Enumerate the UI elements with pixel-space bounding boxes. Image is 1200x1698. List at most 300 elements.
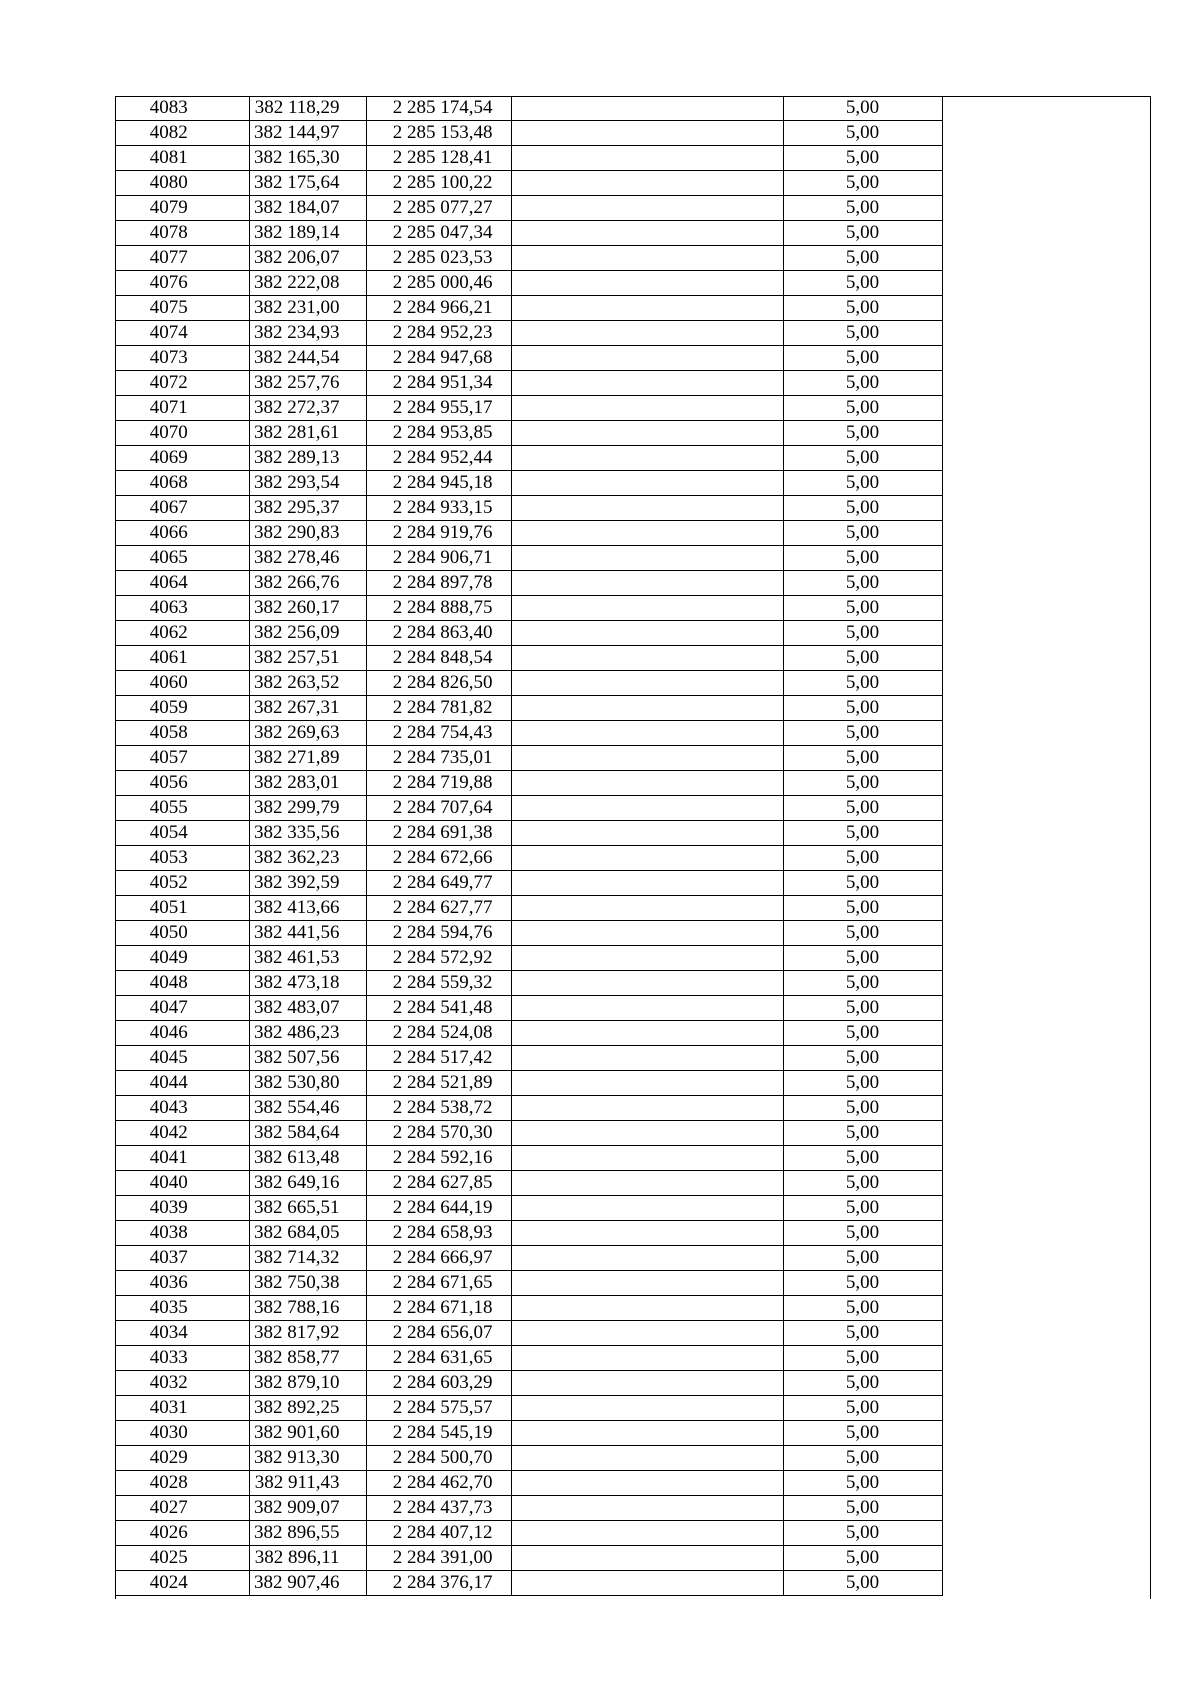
- empty-cell: [511, 721, 783, 746]
- x-coordinate-cell: 382 554,46: [249, 1096, 366, 1121]
- empty-cell: [942, 546, 1149, 571]
- empty-cell: [511, 1221, 783, 1246]
- value-cell: 5,00: [783, 1496, 942, 1521]
- empty-cell: [942, 171, 1149, 196]
- table-row: [115, 671, 1149, 696]
- value-cell: 5,00: [783, 1471, 942, 1496]
- empty-cell: [511, 321, 783, 346]
- value-cell: 5,00: [783, 896, 942, 921]
- point-number-cell: 4054: [115, 821, 249, 846]
- empty-cell: [942, 871, 1149, 896]
- y-coordinate-cell: 2 284 521,89: [366, 1071, 511, 1096]
- x-coordinate-cell: 382 896,11: [249, 1546, 366, 1571]
- x-coordinate-cell: 382 283,01: [249, 771, 366, 796]
- empty-cell: [942, 1471, 1149, 1496]
- y-coordinate-cell: 2 284 462,70: [366, 1471, 511, 1496]
- y-coordinate-cell: 2 284 627,85: [366, 1171, 511, 1196]
- y-coordinate-cell: 2 284 545,19: [366, 1421, 511, 1446]
- y-coordinate-cell: 2 284 897,78: [366, 571, 511, 596]
- table-row: [115, 1246, 1149, 1271]
- table-row: [115, 1071, 1149, 1096]
- point-number-cell: 4077: [115, 246, 249, 271]
- x-coordinate-cell: 382 911,43: [249, 1471, 366, 1496]
- table-row: [115, 596, 1149, 621]
- value-cell: 5,00: [783, 621, 942, 646]
- table-row: [115, 921, 1149, 946]
- value-cell: 5,00: [783, 246, 942, 271]
- table-row: [115, 1471, 1149, 1496]
- x-coordinate-cell: 382 278,46: [249, 546, 366, 571]
- value-cell: 5,00: [783, 1521, 942, 1546]
- table-row: [115, 571, 1149, 596]
- empty-cell: [511, 221, 783, 246]
- coordinates-table-body: [115, 96, 1149, 1596]
- table-row: [115, 346, 1149, 371]
- empty-cell: [511, 1246, 783, 1271]
- point-number-cell: 4051: [115, 896, 249, 921]
- empty-cell: [942, 746, 1149, 771]
- point-number-cell: 4066: [115, 521, 249, 546]
- empty-cell: [511, 796, 783, 821]
- empty-cell: [942, 346, 1149, 371]
- empty-cell: [511, 1446, 783, 1471]
- value-cell: 5,00: [783, 446, 942, 471]
- empty-cell: [942, 1346, 1149, 1371]
- y-coordinate-cell: 2 284 955,17: [366, 396, 511, 421]
- x-coordinate-cell: 382 507,56: [249, 1046, 366, 1071]
- point-number-cell: 4073: [115, 346, 249, 371]
- empty-cell: [942, 271, 1149, 296]
- x-coordinate-cell: 382 290,83: [249, 521, 366, 546]
- y-coordinate-cell: 2 284 517,42: [366, 1046, 511, 1071]
- empty-cell: [511, 746, 783, 771]
- empty-cell: [511, 596, 783, 621]
- point-number-cell: 4053: [115, 846, 249, 871]
- y-coordinate-cell: 2 284 524,08: [366, 1021, 511, 1046]
- x-coordinate-cell: 382 483,07: [249, 996, 366, 1021]
- y-coordinate-cell: 2 284 966,21: [366, 296, 511, 321]
- value-cell: 5,00: [783, 1071, 942, 1096]
- empty-cell: [942, 771, 1149, 796]
- value-cell: 5,00: [783, 1371, 942, 1396]
- y-coordinate-cell: 2 285 000,46: [366, 271, 511, 296]
- empty-cell: [511, 1171, 783, 1196]
- y-coordinate-cell: 2 284 945,18: [366, 471, 511, 496]
- y-coordinate-cell: 2 285 077,27: [366, 196, 511, 221]
- x-coordinate-cell: 382 665,51: [249, 1196, 366, 1221]
- point-number-cell: 4035: [115, 1296, 249, 1321]
- x-coordinate-cell: 382 909,07: [249, 1496, 366, 1521]
- point-number-cell: 4048: [115, 971, 249, 996]
- x-coordinate-cell: 382 714,32: [249, 1246, 366, 1271]
- value-cell: 5,00: [783, 1346, 942, 1371]
- point-number-cell: 4034: [115, 1321, 249, 1346]
- point-number-cell: 4083: [115, 96, 249, 121]
- value-cell: 5,00: [783, 996, 942, 1021]
- point-number-cell: 4075: [115, 296, 249, 321]
- empty-cell: [511, 621, 783, 646]
- value-cell: 5,00: [783, 1021, 942, 1046]
- value-cell: 5,00: [783, 96, 942, 121]
- empty-cell: [942, 596, 1149, 621]
- y-coordinate-cell: 2 284 826,50: [366, 671, 511, 696]
- point-number-cell: 4038: [115, 1221, 249, 1246]
- empty-cell: [511, 521, 783, 546]
- x-coordinate-cell: 382 441,56: [249, 921, 366, 946]
- point-number-cell: 4029: [115, 1446, 249, 1471]
- table-row: [115, 621, 1149, 646]
- value-cell: 5,00: [783, 521, 942, 546]
- empty-cell: [511, 1021, 783, 1046]
- empty-cell: [511, 246, 783, 271]
- table-row: [115, 1221, 1149, 1246]
- y-coordinate-cell: 2 285 023,53: [366, 246, 511, 271]
- table-row: [115, 296, 1149, 321]
- empty-cell: [511, 171, 783, 196]
- table-row: [115, 196, 1149, 221]
- empty-cell: [511, 1196, 783, 1221]
- empty-cell: [511, 1296, 783, 1321]
- table-row: [115, 421, 1149, 446]
- empty-cell: [511, 446, 783, 471]
- value-cell: 5,00: [783, 1396, 942, 1421]
- table-row: [115, 1571, 1149, 1596]
- y-coordinate-cell: 2 284 666,97: [366, 1246, 511, 1271]
- empty-cell: [942, 1071, 1149, 1096]
- x-coordinate-cell: 382 684,05: [249, 1221, 366, 1246]
- x-coordinate-cell: 382 267,31: [249, 696, 366, 721]
- table-row: [115, 496, 1149, 521]
- y-coordinate-cell: 2 284 707,64: [366, 796, 511, 821]
- x-coordinate-cell: 382 901,60: [249, 1421, 366, 1446]
- point-number-cell: 4082: [115, 121, 249, 146]
- x-coordinate-cell: 382 413,66: [249, 896, 366, 921]
- x-coordinate-cell: 382 392,59: [249, 871, 366, 896]
- point-number-cell: 4043: [115, 1096, 249, 1121]
- empty-cell: [942, 246, 1149, 271]
- x-coordinate-cell: 382 244,54: [249, 346, 366, 371]
- x-coordinate-cell: 382 257,51: [249, 646, 366, 671]
- x-coordinate-cell: 382 362,23: [249, 846, 366, 871]
- empty-cell: [511, 946, 783, 971]
- point-number-cell: 4036: [115, 1271, 249, 1296]
- value-cell: 5,00: [783, 171, 942, 196]
- x-coordinate-cell: 382 118,29: [249, 96, 366, 121]
- empty-cell: [511, 146, 783, 171]
- empty-cell: [942, 1246, 1149, 1271]
- empty-cell: [942, 1571, 1149, 1596]
- empty-cell: [942, 121, 1149, 146]
- point-number-cell: 4065: [115, 546, 249, 571]
- x-coordinate-cell: 382 879,10: [249, 1371, 366, 1396]
- empty-cell: [511, 1146, 783, 1171]
- point-number-cell: 4030: [115, 1421, 249, 1446]
- value-cell: 5,00: [783, 371, 942, 396]
- value-cell: 5,00: [783, 346, 942, 371]
- y-coordinate-cell: 2 284 781,82: [366, 696, 511, 721]
- table-row: [115, 321, 1149, 346]
- value-cell: 5,00: [783, 921, 942, 946]
- point-number-cell: 4046: [115, 1021, 249, 1046]
- point-number-cell: 4052: [115, 871, 249, 896]
- empty-cell: [511, 346, 783, 371]
- y-coordinate-cell: 2 284 594,76: [366, 921, 511, 946]
- empty-cell: [942, 721, 1149, 746]
- table-row: [115, 896, 1149, 921]
- x-coordinate-cell: 382 234,93: [249, 321, 366, 346]
- empty-cell: [511, 496, 783, 521]
- point-number-cell: 4039: [115, 1196, 249, 1221]
- y-coordinate-cell: 2 284 627,77: [366, 896, 511, 921]
- value-cell: 5,00: [783, 221, 942, 246]
- table-row: [115, 1321, 1149, 1346]
- value-cell: 5,00: [783, 1546, 942, 1571]
- point-number-cell: 4056: [115, 771, 249, 796]
- empty-cell: [942, 646, 1149, 671]
- point-number-cell: 4025: [115, 1546, 249, 1571]
- empty-cell: [942, 1096, 1149, 1121]
- empty-cell: [511, 1071, 783, 1096]
- empty-cell: [942, 921, 1149, 946]
- y-coordinate-cell: 2 285 100,22: [366, 171, 511, 196]
- x-coordinate-cell: 382 184,07: [249, 196, 366, 221]
- y-coordinate-cell: 2 285 128,41: [366, 146, 511, 171]
- table-row: [115, 146, 1149, 171]
- empty-cell: [511, 996, 783, 1021]
- value-cell: 5,00: [783, 696, 942, 721]
- empty-cell: [511, 1096, 783, 1121]
- y-coordinate-cell: 2 284 572,92: [366, 946, 511, 971]
- empty-cell: [511, 371, 783, 396]
- point-number-cell: 4045: [115, 1046, 249, 1071]
- empty-cell: [511, 1371, 783, 1396]
- x-coordinate-cell: 382 206,07: [249, 246, 366, 271]
- y-coordinate-cell: 2 284 541,48: [366, 996, 511, 1021]
- point-number-cell: 4074: [115, 321, 249, 346]
- x-coordinate-cell: 382 613,48: [249, 1146, 366, 1171]
- empty-cell: [942, 1521, 1149, 1546]
- empty-cell: [511, 271, 783, 296]
- empty-cell: [511, 1046, 783, 1071]
- point-number-cell: 4037: [115, 1246, 249, 1271]
- x-coordinate-cell: 382 530,80: [249, 1071, 366, 1096]
- y-coordinate-cell: 2 284 559,32: [366, 971, 511, 996]
- empty-cell: [511, 1421, 783, 1446]
- empty-cell: [942, 1171, 1149, 1196]
- empty-cell: [511, 846, 783, 871]
- empty-cell: [942, 1121, 1149, 1146]
- x-coordinate-cell: 382 461,53: [249, 946, 366, 971]
- empty-cell: [942, 296, 1149, 321]
- y-coordinate-cell: 2 284 933,15: [366, 496, 511, 521]
- table-row: [115, 1371, 1149, 1396]
- y-coordinate-cell: 2 284 919,76: [366, 521, 511, 546]
- empty-cell: [942, 1321, 1149, 1346]
- empty-cell: [942, 1496, 1149, 1521]
- y-coordinate-cell: 2 284 603,29: [366, 1371, 511, 1396]
- empty-cell: [942, 946, 1149, 971]
- value-cell: 5,00: [783, 1196, 942, 1221]
- value-cell: 5,00: [783, 1571, 942, 1596]
- empty-cell: [942, 1446, 1149, 1471]
- table-row: [115, 1271, 1149, 1296]
- table-row: [115, 696, 1149, 721]
- table-row: [115, 946, 1149, 971]
- table-row: [115, 846, 1149, 871]
- value-cell: 5,00: [783, 1046, 942, 1071]
- x-coordinate-cell: 382 144,97: [249, 121, 366, 146]
- empty-cell: [511, 696, 783, 721]
- table-row: [115, 396, 1149, 421]
- value-cell: 5,00: [783, 721, 942, 746]
- y-coordinate-cell: 2 284 735,01: [366, 746, 511, 771]
- table-row: [115, 771, 1149, 796]
- empty-cell: [942, 1196, 1149, 1221]
- table-row: [115, 1421, 1149, 1446]
- x-coordinate-cell: 382 222,08: [249, 271, 366, 296]
- empty-cell: [511, 671, 783, 696]
- point-number-cell: 4024: [115, 1571, 249, 1596]
- point-number-cell: 4081: [115, 146, 249, 171]
- empty-cell: [942, 1396, 1149, 1421]
- value-cell: 5,00: [783, 1221, 942, 1246]
- empty-cell: [942, 196, 1149, 221]
- x-coordinate-cell: 382 281,61: [249, 421, 366, 446]
- empty-cell: [511, 871, 783, 896]
- x-coordinate-cell: 382 260,17: [249, 596, 366, 621]
- value-cell: 5,00: [783, 296, 942, 321]
- y-coordinate-cell: 2 284 376,17: [366, 1571, 511, 1596]
- value-cell: 5,00: [783, 146, 942, 171]
- table-row: [115, 1146, 1149, 1171]
- empty-cell: [942, 1271, 1149, 1296]
- x-coordinate-cell: 382 175,64: [249, 171, 366, 196]
- value-cell: 5,00: [783, 746, 942, 771]
- table-row: [115, 121, 1149, 146]
- x-coordinate-cell: 382 896,55: [249, 1521, 366, 1546]
- value-cell: 5,00: [783, 646, 942, 671]
- empty-cell: [511, 821, 783, 846]
- value-cell: 5,00: [783, 271, 942, 296]
- empty-cell: [511, 396, 783, 421]
- point-number-cell: 4044: [115, 1071, 249, 1096]
- empty-cell: [942, 621, 1149, 646]
- table-row: [115, 871, 1149, 896]
- y-coordinate-cell: 2 284 570,30: [366, 1121, 511, 1146]
- empty-cell: [942, 146, 1149, 171]
- x-coordinate-cell: 382 272,37: [249, 396, 366, 421]
- value-cell: 5,00: [783, 596, 942, 621]
- empty-cell: [942, 96, 1149, 121]
- table-row: [115, 1046, 1149, 1071]
- table-row: [115, 1171, 1149, 1196]
- point-number-cell: 4070: [115, 421, 249, 446]
- value-cell: 5,00: [783, 946, 942, 971]
- table-row: [115, 971, 1149, 996]
- empty-cell: [942, 796, 1149, 821]
- table-row: [115, 746, 1149, 771]
- value-cell: 5,00: [783, 971, 942, 996]
- empty-cell: [511, 196, 783, 221]
- empty-cell: [942, 1371, 1149, 1396]
- point-number-cell: 4061: [115, 646, 249, 671]
- y-coordinate-cell: 2 285 174,54: [366, 96, 511, 121]
- empty-cell: [942, 696, 1149, 721]
- value-cell: 5,00: [783, 821, 942, 846]
- x-coordinate-cell: 382 257,76: [249, 371, 366, 396]
- point-number-cell: 4063: [115, 596, 249, 621]
- empty-cell: [942, 571, 1149, 596]
- value-cell: 5,00: [783, 1171, 942, 1196]
- y-coordinate-cell: 2 284 575,57: [366, 1396, 511, 1421]
- x-coordinate-cell: 382 335,56: [249, 821, 366, 846]
- empty-cell: [511, 571, 783, 596]
- point-number-cell: 4079: [115, 196, 249, 221]
- empty-cell: [511, 121, 783, 146]
- empty-cell: [942, 1021, 1149, 1046]
- empty-cell: [942, 996, 1149, 1021]
- table-row: [115, 1196, 1149, 1221]
- point-number-cell: 4033: [115, 1346, 249, 1371]
- empty-cell: [942, 221, 1149, 246]
- empty-cell: [511, 1346, 783, 1371]
- value-cell: 5,00: [783, 496, 942, 521]
- y-coordinate-cell: 2 284 658,93: [366, 1221, 511, 1246]
- empty-cell: [511, 96, 783, 121]
- x-coordinate-cell: 382 256,09: [249, 621, 366, 646]
- table-row: [115, 796, 1149, 821]
- point-number-cell: 4059: [115, 696, 249, 721]
- value-cell: 5,00: [783, 1271, 942, 1296]
- empty-cell: [942, 821, 1149, 846]
- y-coordinate-cell: 2 285 047,34: [366, 221, 511, 246]
- x-coordinate-cell: 382 289,13: [249, 446, 366, 471]
- empty-cell: [511, 471, 783, 496]
- empty-cell: [942, 1221, 1149, 1246]
- table-row: [115, 1121, 1149, 1146]
- table-row: [115, 546, 1149, 571]
- table-row: [115, 1021, 1149, 1046]
- x-coordinate-cell: 382 788,16: [249, 1296, 366, 1321]
- table-row: [115, 1096, 1149, 1121]
- value-cell: 5,00: [783, 1421, 942, 1446]
- y-coordinate-cell: 2 284 947,68: [366, 346, 511, 371]
- empty-cell: [511, 971, 783, 996]
- x-coordinate-cell: 382 231,00: [249, 296, 366, 321]
- value-cell: 5,00: [783, 1121, 942, 1146]
- table-row: [115, 446, 1149, 471]
- x-coordinate-cell: 382 584,64: [249, 1121, 366, 1146]
- point-number-cell: 4072: [115, 371, 249, 396]
- y-coordinate-cell: 2 284 888,75: [366, 596, 511, 621]
- empty-cell: [511, 921, 783, 946]
- empty-cell: [942, 1046, 1149, 1071]
- point-number-cell: 4058: [115, 721, 249, 746]
- table-row: [115, 221, 1149, 246]
- table-row: [115, 1396, 1149, 1421]
- y-coordinate-cell: 2 284 538,72: [366, 1096, 511, 1121]
- y-coordinate-cell: 2 284 500,70: [366, 1446, 511, 1471]
- value-cell: 5,00: [783, 796, 942, 821]
- table-row: [115, 1346, 1149, 1371]
- y-coordinate-cell: 2 284 407,12: [366, 1521, 511, 1546]
- x-coordinate-cell: 382 817,92: [249, 1321, 366, 1346]
- point-number-cell: 4076: [115, 271, 249, 296]
- empty-cell: [511, 896, 783, 921]
- y-coordinate-cell: 2 284 671,65: [366, 1271, 511, 1296]
- empty-cell: [511, 1321, 783, 1346]
- y-coordinate-cell: 2 284 951,34: [366, 371, 511, 396]
